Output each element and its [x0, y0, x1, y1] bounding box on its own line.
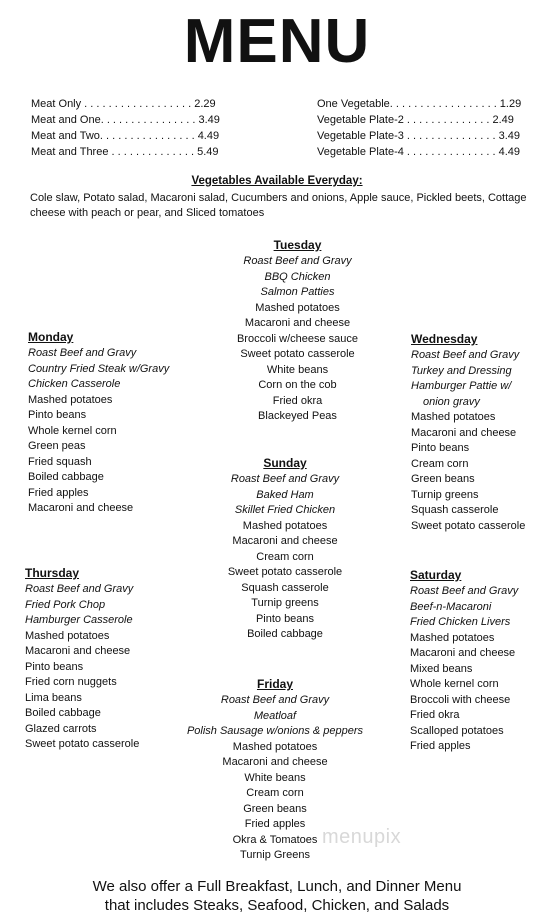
menu-item: Salmon Patties [260, 286, 335, 298]
menu-item: Blackeyed Peas [258, 410, 337, 422]
menu-item: Whole kernel corn [410, 678, 499, 690]
menu-item: Fried Pork Chop [25, 598, 106, 611]
menu-item: Green peas [28, 440, 86, 452]
menu-item: Roast Beef and Gravy [230, 473, 340, 485]
vegetable-price-row: Vegetable Plate-3 . . . . . . . . . . . . . . . 3.49 [317, 130, 520, 142]
day-monday [28, 329, 213, 517]
menu-item: Corn on the cob [258, 379, 337, 391]
menu-item: Mashed potatoes [255, 301, 340, 314]
menu-item: Fried Chicken Livers [410, 616, 511, 628]
day-heading-friday: Friday [256, 677, 293, 691]
menu-item: Roast Beef and Gravy [28, 347, 137, 359]
meat-price-row: Meat and Two. . . . . . . . . . . . . . . . 4.49 [31, 130, 220, 142]
menu-item: Roast Beef and Gravy [243, 255, 352, 267]
menu-item: Fried okra [410, 709, 460, 721]
menu-item: Sweet potato casserole [240, 348, 355, 360]
menu-item: Mashed potatoes [411, 411, 496, 423]
footer-line-2: that includes Steaks, Seafood, Chicken, and Salads [104, 897, 450, 914]
menu-item: Sweet potato casserole [411, 519, 526, 532]
menu-item: Fried apples [244, 818, 306, 830]
menu-item: Green beans [411, 473, 475, 485]
menu-item: Pinto beans [411, 442, 470, 454]
menu-item: Roast Beef and Gravy [410, 585, 519, 597]
day-saturday [410, 567, 550, 755]
menu-title: MENU [183, 7, 371, 76]
menu-item: Chicken Casserole [28, 378, 121, 390]
day-wednesday [411, 331, 551, 534]
day-heading-tuesday: Tuesday [273, 238, 322, 252]
menu-item: Meatloaf [253, 709, 297, 722]
menu-item: Country Fried Steak w/Gravy [28, 362, 170, 375]
menu-item: Turnip greens [411, 488, 479, 501]
menu-item: Whole kernel corn [28, 424, 117, 437]
day-heading-wednesday: Wednesday [411, 332, 478, 346]
menu-item: Hamburger Pattie w/ [411, 380, 512, 392]
vegetable-price-row: One Vegetable. . . . . . . . . . . . . . . . . . 1.29 [317, 98, 522, 110]
meat-price-row: Meat Only . . . . . . . . . . . . . . . . . . 2.29 [31, 98, 216, 110]
menu-item: Fried apples [410, 740, 471, 752]
menu-item: Fried squash [28, 455, 92, 468]
vegetable-price-row: Vegetable Plate-2 . . . . . . . . . . . . . . 2.49 [317, 114, 514, 126]
menu-item: Cream corn [411, 457, 469, 470]
menu-item: Cream corn [246, 787, 304, 799]
menu-item: Turnip Greens [240, 849, 310, 861]
menu-item: Roast Beef and Gravy [220, 694, 330, 706]
menu-item: Roast Beef and Gravy [25, 583, 134, 595]
menu-item: Macaroni and cheese [411, 426, 517, 439]
menu-item: Broccoli w/cheese sauce [236, 332, 359, 345]
menu-item: Cream corn [256, 550, 314, 563]
menu-item: Fried apples [28, 486, 89, 499]
menu-item: Boiled cabbage [25, 707, 101, 719]
menu-item: Pinto beans [255, 612, 315, 625]
menu-item: Fried okra [272, 394, 323, 407]
menu-item: Macaroni and cheese [232, 535, 338, 547]
meat-price-row: Meat and Three . . . . . . . . . . . . . . 5.49 [31, 146, 219, 158]
menu-item: Mashed potatoes [25, 629, 110, 642]
footer-note [0, 877, 554, 915]
menu-item: Glazed carrots [25, 722, 97, 735]
menu-item: Macaroni and cheese [222, 756, 328, 768]
menu-item: White beans [244, 771, 306, 784]
menu-item: Sweet potato casserole [25, 738, 140, 750]
vegetable-price-row: Vegetable Plate-4 . . . . . . . . . . . . . . . 4.49 [317, 146, 520, 158]
menu-item: Mashed potatoes [410, 631, 495, 644]
day-heading-thursday: Thursday [25, 566, 80, 580]
menu-item: Roast Beef and Gravy [411, 349, 520, 361]
menu-item: Green beans [243, 802, 307, 815]
menu-item: Okra & Tomatoes [232, 833, 318, 846]
menu-item: Hamburger Casserole [25, 614, 133, 626]
day-heading-saturday: Saturday [410, 568, 462, 582]
menu-item: Turnip greens [251, 597, 319, 609]
day-tuesday [195, 237, 400, 425]
menu-item: Skillet Fried Chicken [234, 504, 336, 516]
menu-item: Scalloped potatoes [410, 724, 504, 737]
menu-item: Macaroni and cheese [410, 647, 516, 659]
menu-item: BBQ Chicken [264, 270, 331, 283]
menu-item: Boiled cabbage [28, 471, 104, 483]
menu-item: Polish Sausage w/onions & peppers [186, 725, 364, 737]
menu-item: Macaroni and cheese [25, 645, 131, 657]
menu-item: Squash casserole [241, 581, 329, 594]
menu-item: Mashed potatoes [242, 519, 328, 532]
menu-item: Turkey and Dressing [411, 364, 512, 377]
menu-item: Mashed potatoes [232, 740, 318, 753]
menu-item: Boiled cabbage [247, 628, 323, 640]
watermark-logo: menupix [322, 826, 402, 848]
menu-item: Lima beans [25, 691, 82, 704]
vegetables-heading: Vegetables Available Everyday: [191, 175, 363, 187]
menu-item: Mixed beans [410, 662, 473, 675]
menu-item: Baked Ham [256, 488, 314, 501]
day-heading-sunday: Sunday [263, 456, 307, 470]
menu-item: onion gravy [423, 395, 480, 408]
menu-item: Broccoli with cheese [410, 693, 511, 706]
menu-item: Beef-n-Macaroni [410, 600, 492, 613]
menu-item: Squash casserole [411, 504, 499, 516]
day-sunday [195, 455, 375, 643]
menu-item: Pinto beans [25, 660, 84, 673]
footer-line-1: We also offer a Full Breakfast, Lunch, and Dinner Menu [92, 878, 462, 895]
meat-price-row: Meat and One. . . . . . . . . . . . . . . . 3.49 [31, 114, 220, 126]
price-list-meat [31, 96, 231, 160]
menu-item: Fried corn nuggets [25, 676, 117, 688]
day-heading-monday: Monday [28, 330, 74, 344]
menu-item: Mashed potatoes [28, 393, 113, 406]
menu-item: White beans [266, 363, 329, 376]
menu-item: Sweet potato casserole [227, 566, 343, 578]
vegetables-list: Cole slaw, Potato salad, Macaroni salad, Cucumbers and onions, Apple sauce, Pickled beets, Cottage cheese with peach or pear, and Sliced tomatoes [30, 192, 527, 219]
price-list-vegetable [317, 96, 532, 160]
menu-item: Pinto beans [28, 409, 87, 421]
menu-item: Macaroni and cheese [244, 317, 351, 329]
menu-item: Macaroni and cheese [28, 502, 134, 514]
